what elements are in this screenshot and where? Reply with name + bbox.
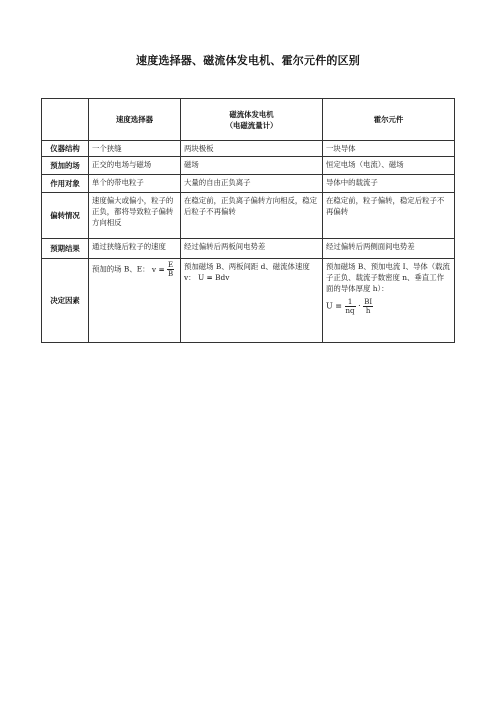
table-cell: 在稳定前，正负离子偏转方向相反，稳定后粒子不再偏转 [181, 193, 323, 239]
table-cell: 导体中的载流子 [323, 175, 455, 193]
row-head-target: 作用对象 [42, 175, 89, 193]
generator-formula: U = Bdv [197, 273, 230, 282]
table-row [42, 157, 455, 175]
table-cell: 两块极板 [181, 141, 323, 157]
page-title: 速度选择器、磁流体发电机、霍尔元件的区别 [136, 54, 360, 67]
table-cell: 磁场 [181, 157, 323, 175]
table-cell: 单个的带电粒子 [89, 175, 181, 193]
row-head-deflection: 偏转情况 [42, 193, 89, 239]
table-header-row [42, 99, 455, 141]
hall-formula: U = $\frac{1}{nq}$ · $\frac{BI}{h}$ [326, 298, 373, 315]
fraction: $\frac{1}{nq}$ [345, 298, 355, 315]
fraction: $\frac{E}{B}$ [168, 261, 174, 278]
header-mhd-generator: 磁流体发电机 （电磁流量计） [181, 99, 323, 141]
table-cell [89, 259, 181, 343]
table-cell: 大量的自由正负离子 [181, 175, 323, 193]
table-cell: 一个狭缝 [89, 141, 181, 157]
selector-text: 预加的场 B、E： [92, 264, 150, 274]
header-corner-cell [42, 99, 89, 141]
table-cell: 经过偏转后两侧面间电势差 [323, 239, 455, 259]
table-cell [323, 259, 455, 343]
table-cell: 恒定电场（电流）、磁场 [323, 157, 455, 175]
table-row [42, 193, 455, 239]
table-cell: 经过偏转后两板间电势差 [181, 239, 323, 259]
table-row [42, 239, 455, 259]
hall-text: 预加磁场 B、预加电流 I、导体（载流子正负、载流子数密度 n、垂直工作面的导体厚度 h）： [326, 262, 450, 293]
row-head-structure: 仪器结构 [42, 141, 89, 157]
generator-text: 预加磁场 B、两板间距 d、磁流体速度 v： [184, 262, 310, 282]
header-velocity-selector: 速度选择器 [89, 99, 181, 141]
header-hall-element: 霍尔元件 [323, 99, 455, 141]
fraction: $\frac{BI}{h}$ [364, 298, 373, 315]
selector-formula: v = $\frac{E}{B}$ [151, 261, 174, 278]
table-row [42, 141, 455, 157]
row-head-expected-result: 预期结果 [42, 239, 89, 259]
comparison-table [41, 98, 455, 343]
table-cell [181, 259, 323, 343]
row-head-determining-factors: 决定因素 [42, 259, 89, 343]
table-cell: 速度偏大或偏小，粒子的正负，都将导致粒子偏转方向相反 [89, 193, 181, 239]
table-cell: 在稳定前，粒子偏转，稳定后粒子不再偏转 [323, 193, 455, 239]
table-row [42, 175, 455, 193]
table-row [42, 259, 455, 343]
table-cell: 通过狭缝后粒子的速度 [89, 239, 181, 259]
table-cell: 一块导体 [323, 141, 455, 157]
row-head-applied-field: 预加的场 [42, 157, 89, 175]
table-cell: 正交的电场与磁场 [89, 157, 181, 175]
